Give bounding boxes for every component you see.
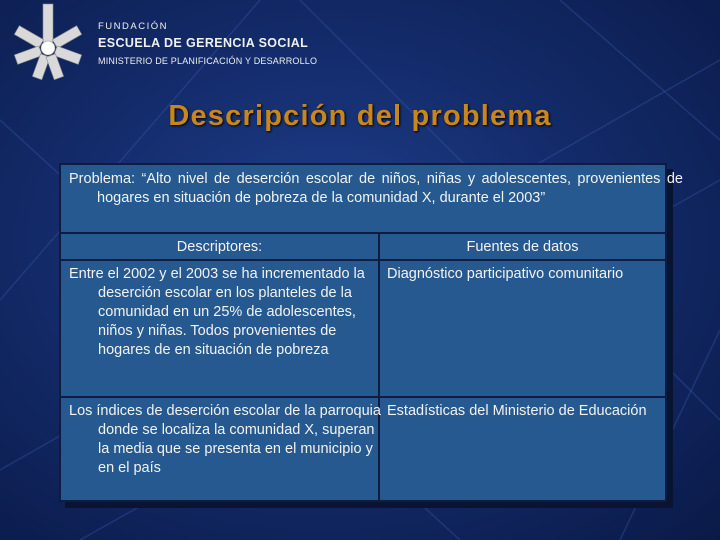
source-cell: Diagnóstico participativo comunitario	[387, 266, 624, 282]
column-header-fuentes: Fuentes de datos	[466, 239, 579, 255]
problem-statement: Problema: “Alto nivel de deserción escolar de niños, niñas y adolescentes, provenientes de hogares en situación de pobreza de la comunidad X, durante el 2003”	[69, 171, 683, 206]
org-line-fundacion: FUNDACIÓN	[98, 21, 168, 32]
descriptor-cell: Entre el 2002 y el 2003 se ha incrementado la deserción escolar en los planteles de la comunidad en un 25% de adolescentes, niños y niñas. Todos provenientes de hogares de en situación de pobreza	[69, 266, 365, 358]
source-cell: Estadísticas del Ministerio de Educación	[387, 403, 647, 419]
table-divider	[61, 396, 665, 398]
org-line-ministerio: MINISTERIO DE PLANIFICACIÓN Y DESARROLLO	[98, 56, 318, 67]
table-divider	[61, 232, 665, 234]
column-header-descriptores: Descriptores:	[176, 239, 263, 255]
problem-table	[59, 163, 683, 502]
organization-name	[98, 22, 317, 67]
foundation-logo	[4, 2, 92, 94]
org-line-escuela: ESCUELA DE GERENCIA SOCIAL	[98, 36, 309, 51]
page-title: Descripción del problema	[168, 100, 552, 132]
table-divider	[61, 259, 665, 261]
descriptor-cell: Los índices de deserción escolar de la parroquia donde se localiza la comunidad X, superan la media que se presenta en el municipio y en el país	[69, 403, 381, 476]
